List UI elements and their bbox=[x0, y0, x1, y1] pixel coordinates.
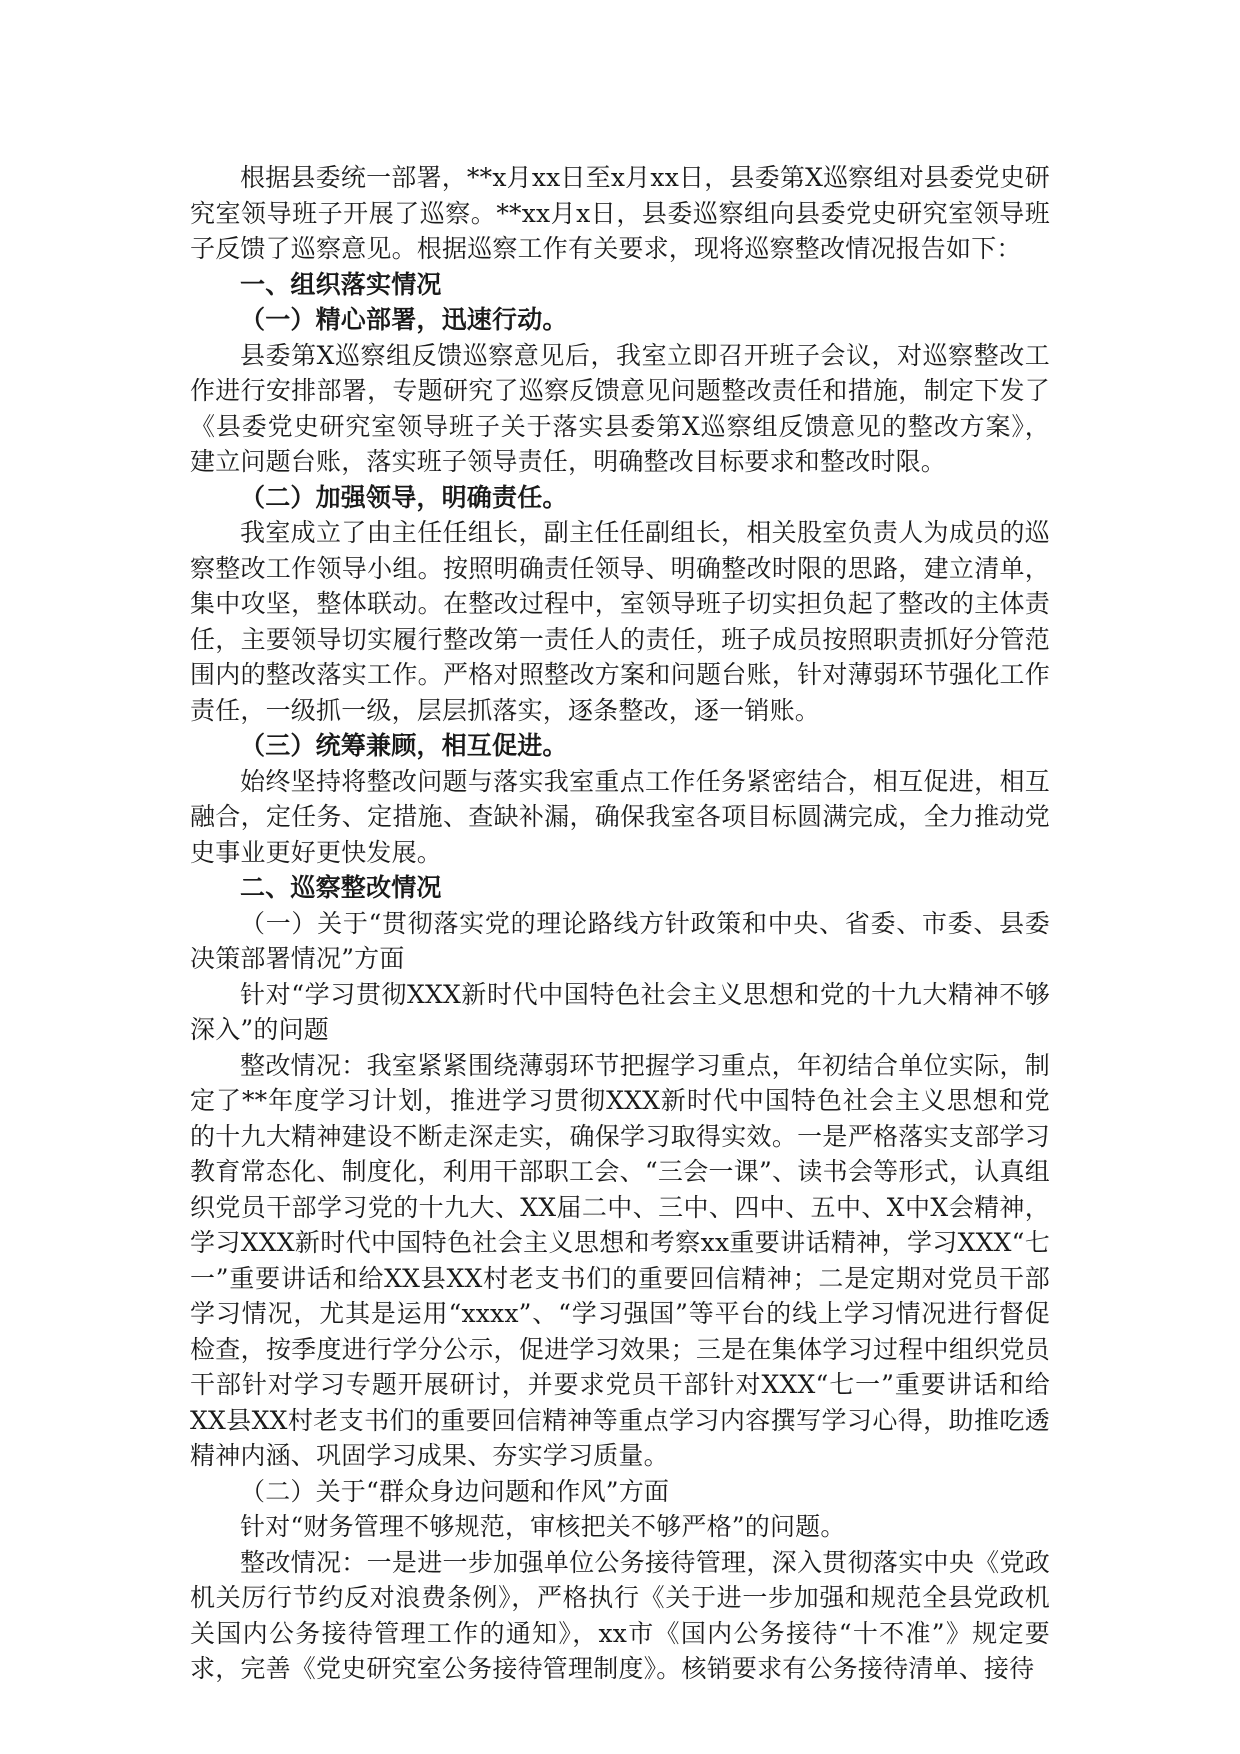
item-heading-conduct: （二）关于“群众身边问题和作风”方面 bbox=[240, 1476, 670, 1506]
section-heading-rectification: 二、巡察整改情况 bbox=[240, 873, 442, 902]
subsection-heading-coordination: （三）统筹兼顾，相互促进。 bbox=[240, 731, 568, 760]
paragraph-coordination: 始终坚持将整改问题与落实我室重点工作任务紧密结合，相互促进，相互融合，定任务、定措施、查缺补漏，确保我室各项目标圆满完成，全力推动党史事业更好更快发展。 bbox=[190, 766, 1050, 867]
section-heading-organization: 一、组织落实情况 bbox=[240, 269, 442, 299]
intro-paragraph: 根据县委统一部署，**x月xx日至x月xx日，县委第X巡察组对县委党史研究室领导班子开展了巡察。**xx月x日，县委巡察组向县委党史研究室领导班子反馈了巡察意见。根据巡察工作有关要求，现将巡察整改情况报告如下： bbox=[190, 163, 1050, 263]
subsection-heading-deployment: （一）精心部署，迅速行动。 bbox=[240, 305, 568, 334]
document-body bbox=[190, 160, 1050, 1687]
paragraph-deployment: 县委第X巡察组反馈巡察意见后，我室立即召开班子会议，对巡察整改工作进行安排部署，专题研究了巡察反馈意见问题整改责任和措施，制定下发了《县委党史研究室领导班子关于落实县委第X巡察组反馈意见的整改方案》，建立问题台账，落实班子领导责任，明确整改目标要求和整改时限。 bbox=[190, 340, 1050, 476]
item-body-policy: 整改情况：我室紧紧围绕薄弱环节把握学习重点，年初结合单位实际，制定了**年度学习计划，推进学习贯彻XXX新时代中国特色社会主义思想和党的十九大精神建设不断走深走实，确保学习取得实效。一是严格落实支部学习教育常态化、制度化，利用干部职工会、“三会一课”、读书会等形式，认真组织党员干部学习党的十九大、XX届二中、三中、四中、五中、X中X会精神，学习XXX新时代中国特色社会主义思想和考察xx重要讲话精神，学习XXX“七一”重要讲话和给XX县XX村老支书们的重要回信精神；二是定期对党员干部学习情况，尤其是运用“xxxx”、“学习强国”等平台的线上学习情况进行督促检查，按季度进行学分公示，促进学习效果；三是在集体学习过程中组织党员干部针对学习专题开展研讨，并要求党员干部针对XXX“七一”重要讲话和给XX县XX村老支书们的重要回信精神等重点学习内容撰写学习心得，助推吃透精神内涵、巩固学习成果、夯实学习质量。 bbox=[190, 1050, 1050, 1470]
item-issue-policy: 针对“学习贯彻XXX新时代中国特色社会主义思想和党的十九大精神不够深入”的问题 bbox=[190, 979, 1050, 1044]
subsection-heading-leadership: （二）加强领导，明确责任。 bbox=[240, 482, 568, 512]
item-heading-policy: （一）关于“贯彻落实党的理论路线方针政策和中央、省委、市委、县委决策部署情况”方面 bbox=[190, 908, 1050, 973]
paragraph-leadership: 我室成立了由主任任组长，副主任任副组长，相关股室负责人为成员的巡察整改工作领导小组。按照明确责任领导、明确整改时限的思路，建立清单，集中攻坚，整体联动。在整改过程中，室领导班子切实担负起了整改的主体责任，主要领导切实履行整改第一责任人的责任，班子成员按照职责抓好分管范围内的整改落实工作。严格对照整改方案和问题台账，针对薄弱环节强化工作责任，一级抓一级，层层抓落实，逐条整改，逐一销账。 bbox=[190, 518, 1050, 725]
item-body-conduct: 整改情况：一是进一步加强单位公务接待管理，深入贯彻落实中央《党政机关厉行节约反对浪费条例》，严格执行《关于进一步加强和规范全县党政机关国内公务接待管理工作的通知》，xx市《国内公务接待“十不准”》规定要求，完善《党史研究室公务接待管理制度》。核销要求有公务接待清单、接待 bbox=[190, 1547, 1050, 1683]
item-issue-conduct: 针对“财务管理不够规范，审核把关不够严格”的问题。 bbox=[240, 1512, 846, 1541]
